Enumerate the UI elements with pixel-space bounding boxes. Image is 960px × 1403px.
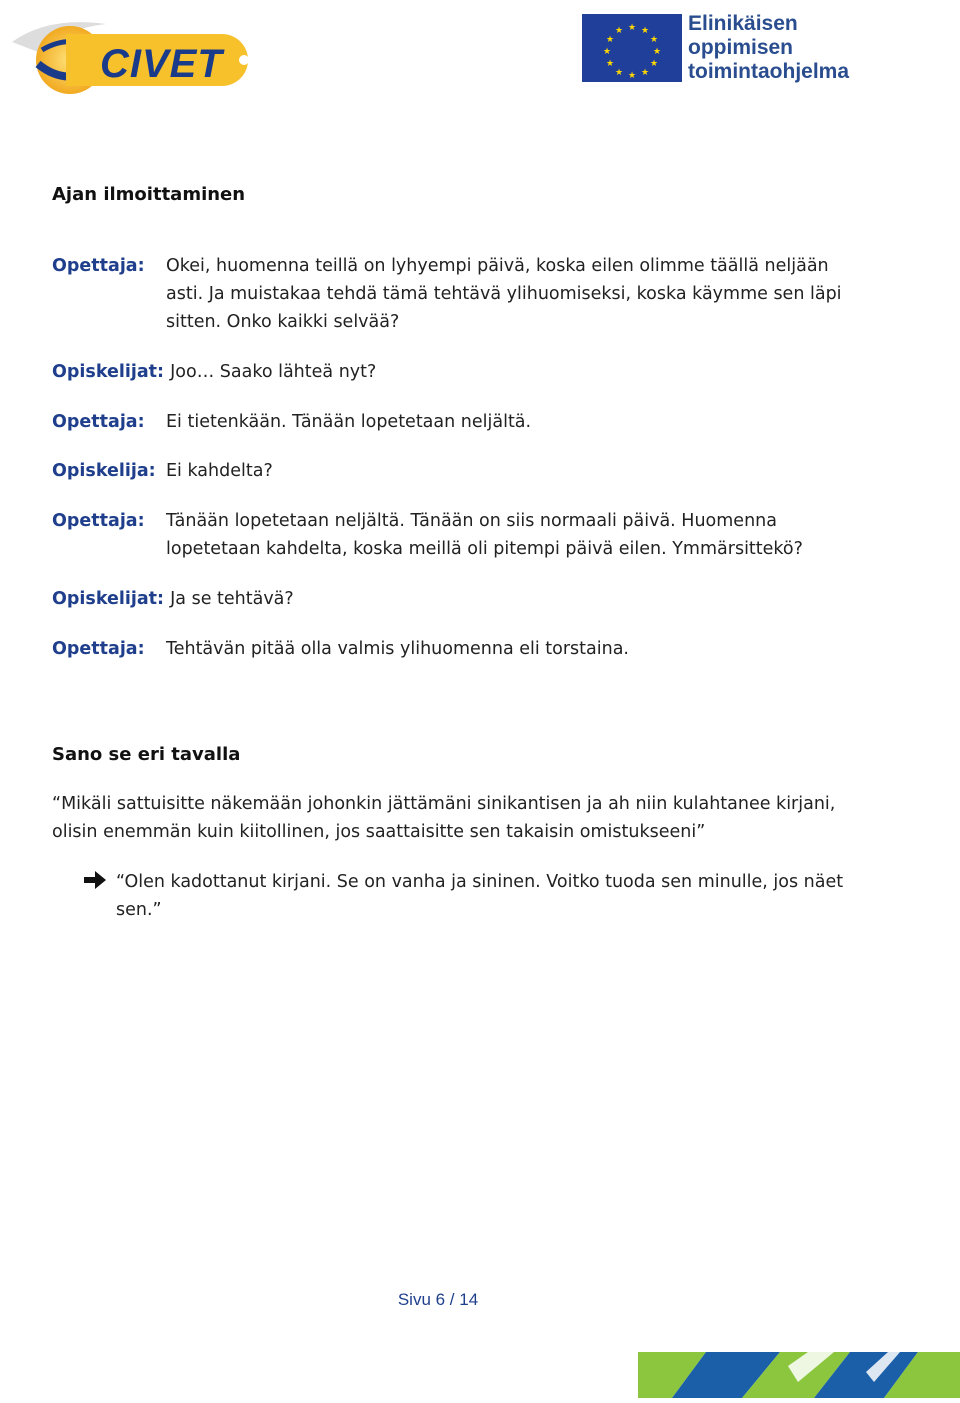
svg-text:★: ★ (614, 68, 624, 78)
formal-quote: “Mikäli sattuisitte näkemään johonkin jättämäni sinikantisen ja ah niin kulahtanee kirjani, olisin enemmän kuin kiitollinen, jos saattaisitte sen takaisin omistukseeni” (52, 794, 836, 842)
svg-text:★: ★ (602, 47, 612, 57)
section-title: Sano se eri tavalla (52, 744, 241, 765)
dialogue-line: Tehtävän pitää olla valmis ylihuomenna eli torstaina. (166, 639, 629, 659)
svg-text:★: ★ (652, 47, 662, 57)
dialogue-line (52, 589, 294, 609)
eu-program-line: toimintaohjelma (688, 60, 850, 83)
speaker-label: Opiskelija: (52, 461, 156, 481)
dialogue-line (52, 362, 376, 382)
section-title: Ajan ilmoittaminen (52, 184, 246, 205)
eu-program-name (688, 12, 908, 84)
dialogue-line: Okei, huomenna teillä on lyhyempi päivä, koska eilen olimme täällä neljään asti. Ja muistakaa tehdä tämä tehtävä ylihuomiseksi, koska käymme sen läpi sitten. Onko kaikki selvää? (166, 256, 842, 332)
footer-decoration (638, 1352, 960, 1398)
page-number: Sivu 6 / 14 (397, 1290, 479, 1309)
svg-text:★: ★ (605, 35, 615, 45)
dialogue-text: Ja se tehtävä? (170, 589, 294, 609)
speaker-label: Opettaja: (52, 256, 145, 276)
eu-flag-icon (582, 14, 682, 82)
svg-text:★: ★ (627, 71, 637, 81)
speaker-label: Opiskelijat: (52, 589, 165, 609)
svg-text:★: ★ (614, 26, 624, 36)
svg-text:★: ★ (605, 59, 615, 69)
svg-text:★: ★ (627, 23, 637, 33)
eu-program-line: Elinikäisen (688, 12, 798, 35)
speaker-label: Opettaja: (52, 639, 145, 659)
arrow-right-icon (82, 868, 108, 892)
svg-text:★: ★ (640, 26, 650, 36)
speaker-label: Opettaja: (52, 412, 145, 432)
svg-text:★: ★ (640, 68, 650, 78)
eu-program-line: oppimisen (688, 36, 794, 59)
dialogue-line: Ei kahdelta? (166, 461, 273, 481)
plain-answer: “Olen kadottanut kirjani. Se on vanha ja sininen. Voitko tuoda sen minulle, jos näet sen.” (116, 872, 844, 920)
svg-text:★: ★ (649, 59, 659, 69)
speaker-label: Opiskelijat: (52, 362, 165, 382)
civet-logo-text: CIVET (100, 42, 223, 86)
dialogue-text: Joo… Saako lähteä nyt? (170, 362, 377, 382)
svg-text:★: ★ (649, 35, 659, 45)
dialogue-line: Tänään lopetetaan neljältä. Tänään on siis normaali päivä. Huomenna lopetetaan kahdelta, koska meillä oli pitempi päivä eilen. Ymmärsittekö? (166, 511, 803, 559)
civet-logo (8, 12, 258, 96)
speaker-label: Opettaja: (52, 511, 145, 531)
dialogue-line: Ei tietenkään. Tänään lopetetaan neljältä. (166, 412, 532, 432)
